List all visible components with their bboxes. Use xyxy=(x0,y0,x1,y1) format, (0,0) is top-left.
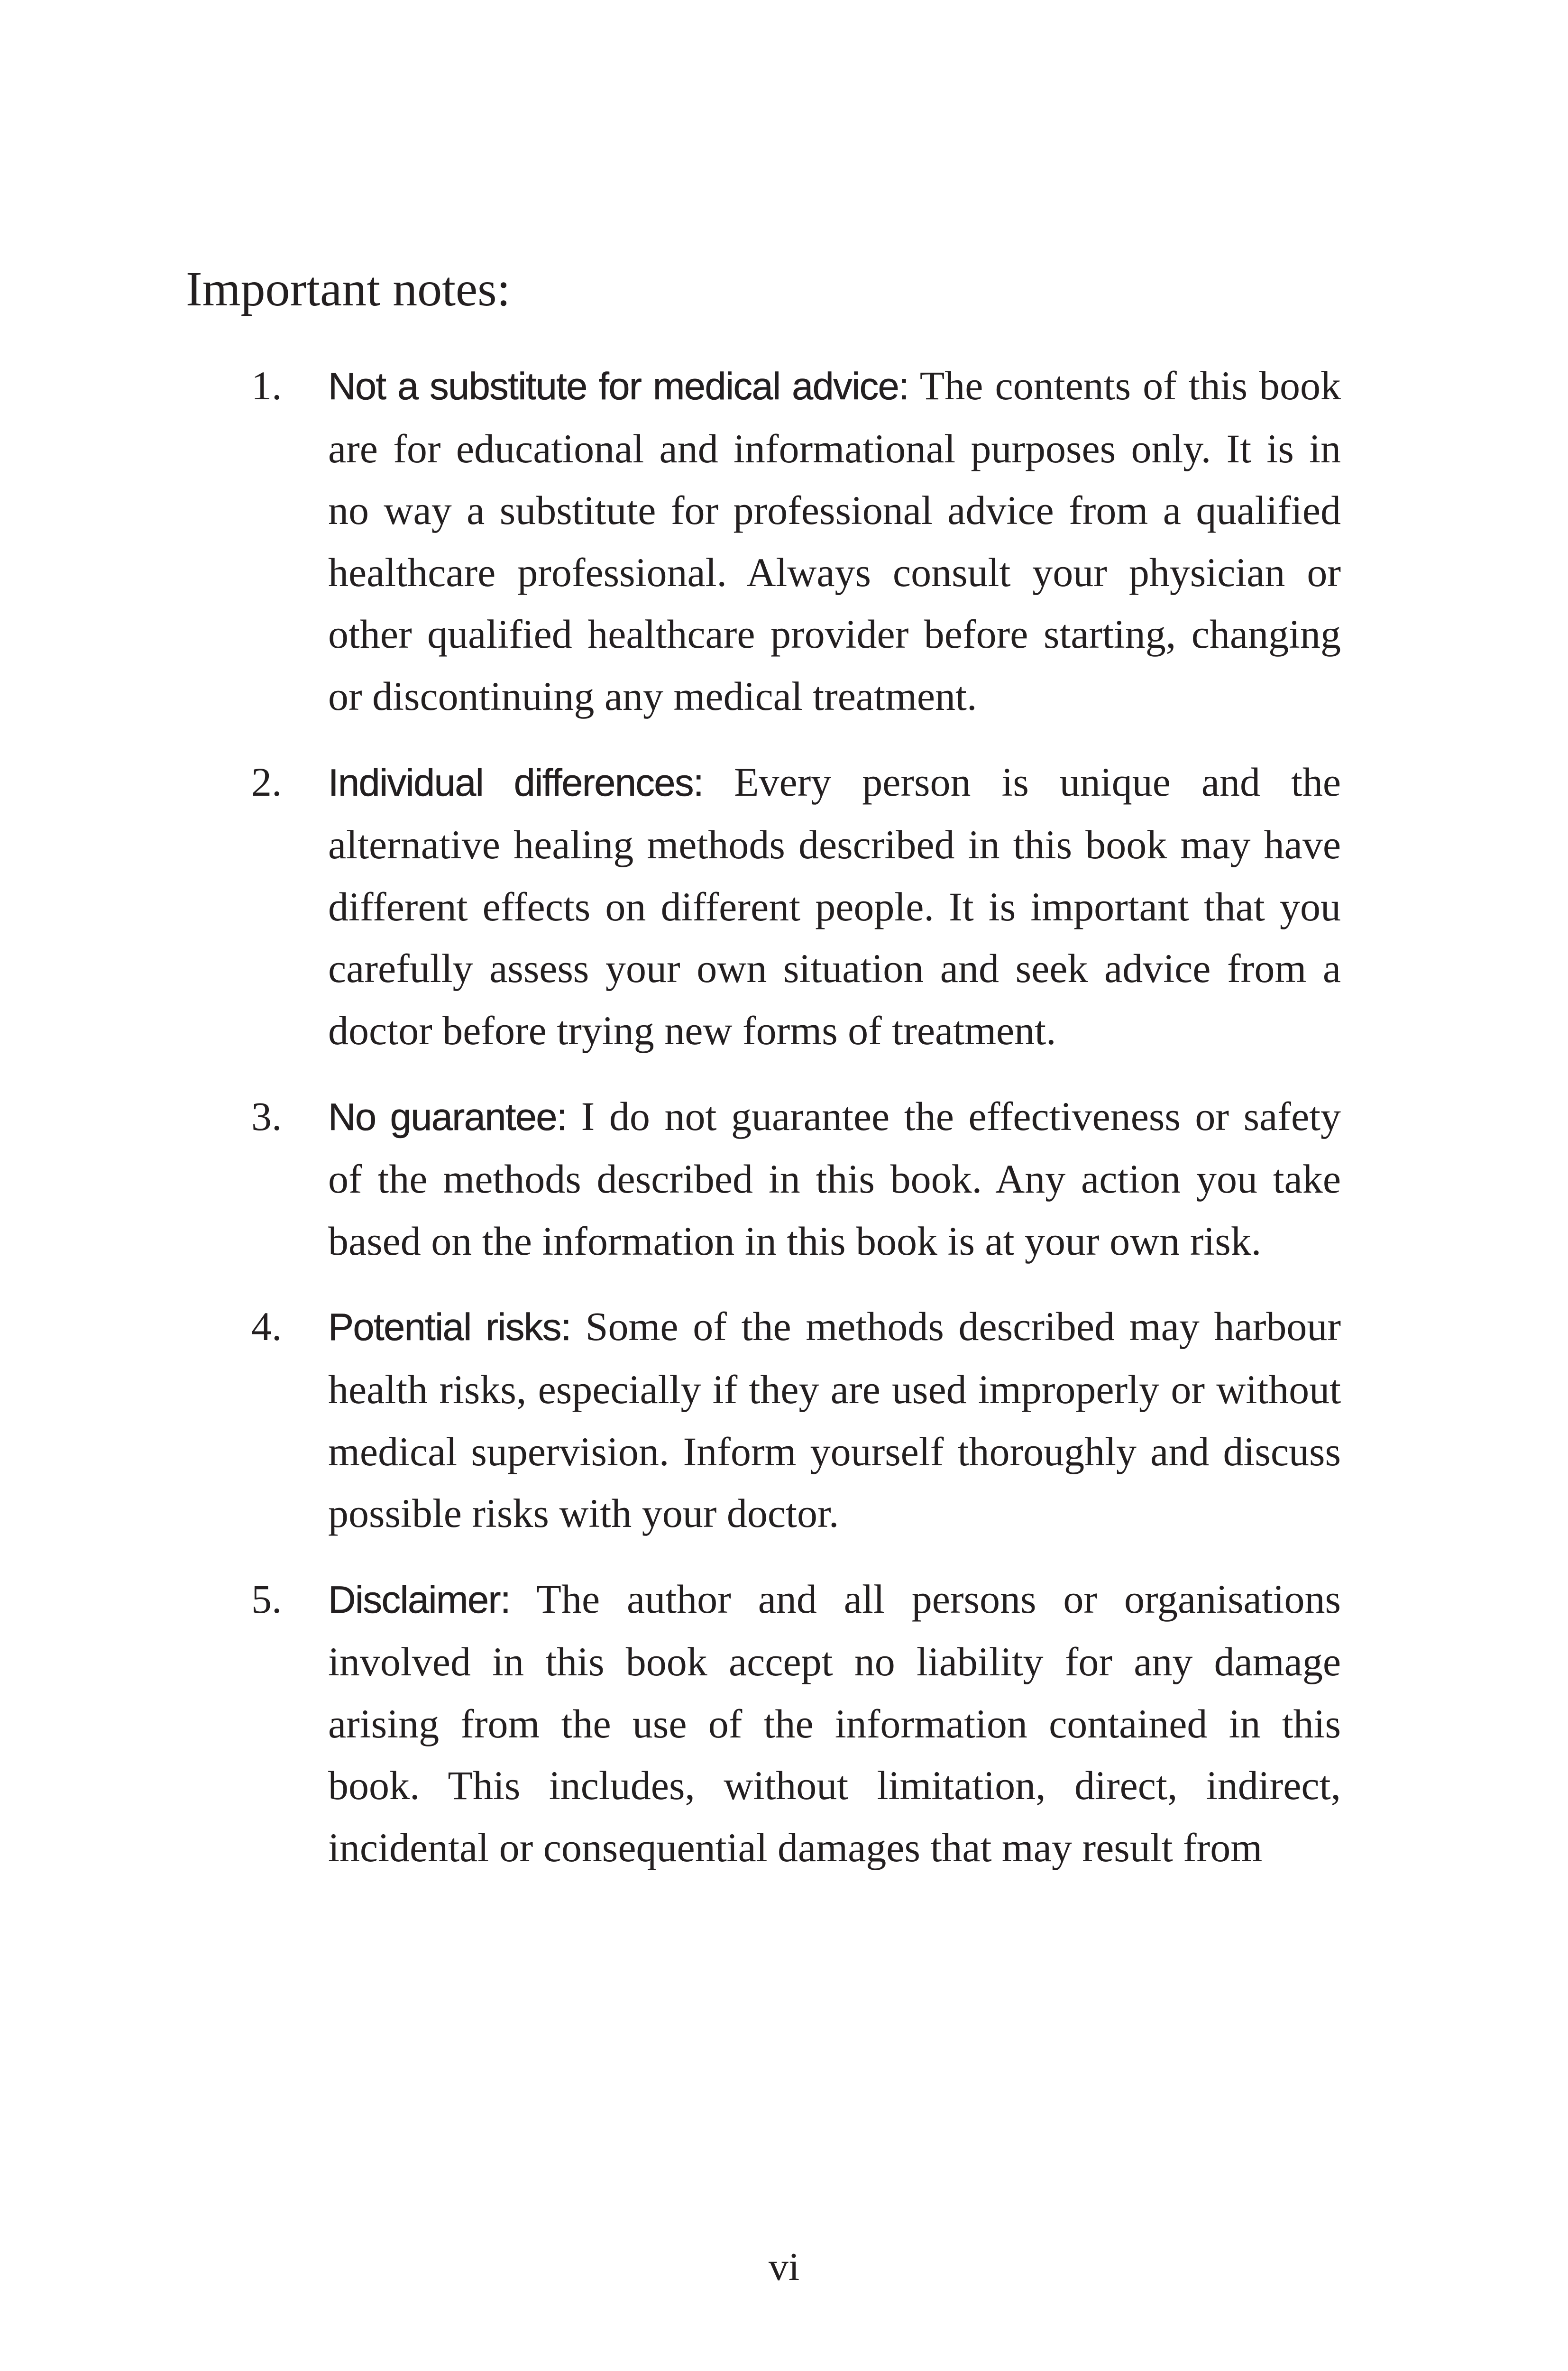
note-title: Disclaimer: xyxy=(328,1578,511,1621)
page-number: vi xyxy=(768,2245,800,2289)
note-number: 4. xyxy=(251,1304,282,1350)
note-number: 2. xyxy=(251,759,282,805)
notes-list xyxy=(251,355,1341,1902)
note-title: No guarantee: xyxy=(328,1095,567,1139)
note-text: The author and all persons or organisations involved in this book accept no liability for any damage arising from the use of the information contained in this book. This includes, without limitation, direct, indirect, incidental or consequential damages that may result from xyxy=(328,1576,1341,1871)
note-text: The contents of this book are for educational and informational purposes only. It is in no way a substitute for professional advice from a qualified healthcare professional. Always consult your physician or other qualified healthcare provider before starting, changing or discontinuing any medical treatment. xyxy=(328,363,1341,719)
note-body xyxy=(328,751,1341,1062)
note-title: Not a substitute for medical advice: xyxy=(328,365,909,408)
note-body xyxy=(328,355,1341,727)
note-text: Every person is unique and the alternative healing methods described in this book may have different effects on different people. It is important that you carefully assess your own situation and seek advice from a doctor before trying new forms of treatment. xyxy=(328,759,1341,1053)
note-title: Potential risks: xyxy=(328,1306,571,1349)
note-number: 3. xyxy=(251,1093,282,1139)
note-body xyxy=(328,1568,1341,1879)
note-title: Individual differences: xyxy=(328,761,703,804)
note-number: 1. xyxy=(251,363,282,408)
note-body xyxy=(328,1085,1341,1272)
note-item-1 xyxy=(251,355,1341,727)
note-text: I do not guarantee the effectiveness or safety of the methods described in this book. Any action you take based on the information in this book is at your own risk. xyxy=(328,1093,1341,1264)
note-item-3 xyxy=(251,1085,1341,1272)
section-heading: Important notes: xyxy=(186,262,511,316)
note-number: 5. xyxy=(251,1576,282,1622)
note-item-4 xyxy=(251,1296,1341,1544)
note-item-5 xyxy=(251,1568,1341,1879)
note-item-2 xyxy=(251,751,1341,1062)
note-body xyxy=(328,1296,1341,1544)
note-text: Some of the methods described may harbour health risks, especially if they are used improperly or without medical supervision. Inform yourself thoroughly and discuss possible risks with your doctor. xyxy=(328,1304,1341,1536)
